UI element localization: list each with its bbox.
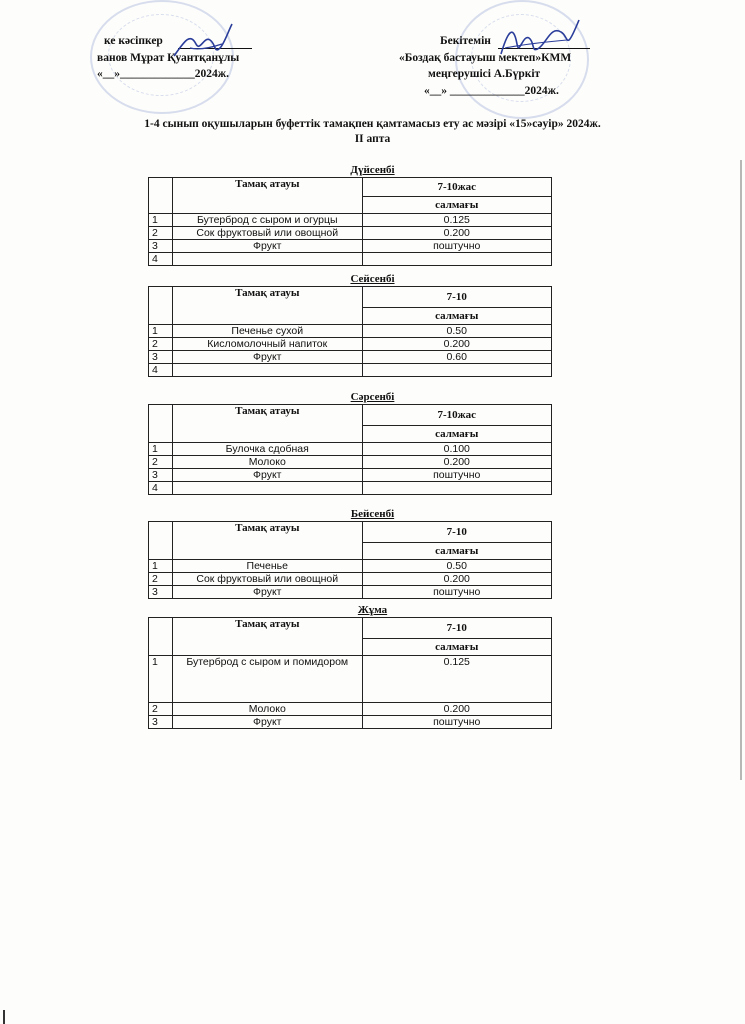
table-row: 1 Бутерброд с сыром и огурцы 0.125	[149, 214, 552, 227]
table-row: 2 Сок фруктовый или овощной 0.200	[149, 227, 552, 240]
signature-right	[495, 14, 585, 74]
menu-table	[148, 404, 552, 495]
table-row: 1 Булочка сдобная 0.100	[149, 443, 552, 456]
col-weight-header: салмағы	[362, 308, 552, 325]
table-row: 2 Сок фруктовый или овощной 0.200	[149, 573, 552, 586]
col-weight-header: салмағы	[362, 639, 552, 656]
table-row: 2 Молоко 0.200	[149, 703, 552, 716]
col-age-header: 7-10жас	[362, 405, 552, 426]
header-left-line2: ванов Мұрат Қуантқанұлы	[97, 52, 240, 64]
table-row: 3 Фрукт 0.60	[149, 351, 552, 364]
header-right-line2: «Боздақ бастауыш мектеп»КММ	[399, 52, 572, 64]
col-age-header: 7-10	[362, 618, 552, 639]
table-row: 3 Фрукт поштучно	[149, 716, 552, 729]
table-row: 1 Печенье сухой 0.50	[149, 325, 552, 338]
table-row: 1 Печенье 0.50	[149, 560, 552, 573]
col-weight-header: салмағы	[362, 197, 552, 214]
day-title: Сейсенбі	[350, 273, 395, 285]
table-row: 4	[149, 482, 552, 495]
signature-left	[170, 18, 240, 68]
col-name-header: Тамақ атауы	[173, 178, 363, 214]
table-row: 3 Фрукт поштучно	[149, 586, 552, 599]
table-row: 4	[149, 364, 552, 377]
day-title: Бейсенбі	[350, 508, 395, 520]
col-age-header: 7-10	[362, 522, 552, 543]
day-title: Дүйсенбі	[350, 164, 395, 176]
col-name-header: Тамақ атауы	[173, 405, 363, 443]
col-age-header: 7-10жас	[362, 178, 552, 197]
page-title: 1-4 сынып оқушыларын буфеттік тамақпен қамтамасыз ету ас мәзірі «15»сәуір» 2024ж.	[144, 118, 601, 130]
menu-table	[148, 617, 552, 729]
day-title: Сәрсенбі	[350, 391, 395, 403]
page-subtitle: II апта	[354, 133, 391, 145]
col-weight-header: салмағы	[362, 426, 552, 443]
table-row: 4	[149, 253, 552, 266]
col-name-header: Тамақ атауы	[173, 618, 363, 656]
menu-table	[148, 521, 552, 599]
header-right-line1: Бекітемін	[440, 35, 491, 47]
day-title: Жұма	[357, 604, 388, 616]
scan-edge-mark	[3, 1010, 5, 1024]
table-row: 3 Фрукт поштучно	[149, 469, 552, 482]
col-age-header: 7-10	[362, 287, 552, 308]
table-row: 2 Молоко 0.200	[149, 456, 552, 469]
table-row: 1 Бутерброд с сыром и помидором 0.125	[149, 656, 552, 703]
col-weight-header: салмағы	[362, 543, 552, 560]
col-name-header: Тамақ атауы	[173, 522, 363, 560]
header-left-line1: ке кәсіпкер	[104, 35, 163, 47]
menu-table	[148, 286, 552, 377]
table-row: 2 Кисломолочный напиток 0.200	[149, 338, 552, 351]
header-left-line3: «__»_____________2024ж.	[97, 68, 229, 80]
col-name-header: Тамақ атауы	[173, 287, 363, 325]
menu-table	[148, 177, 552, 266]
header-right-line4: «__» _____________2024ж.	[424, 85, 559, 97]
header-right-line3: меңгерушісі А.Бүркіт	[428, 68, 541, 80]
scan-edge-mark	[740, 160, 742, 780]
table-row: 3 Фрукт поштучно	[149, 240, 552, 253]
